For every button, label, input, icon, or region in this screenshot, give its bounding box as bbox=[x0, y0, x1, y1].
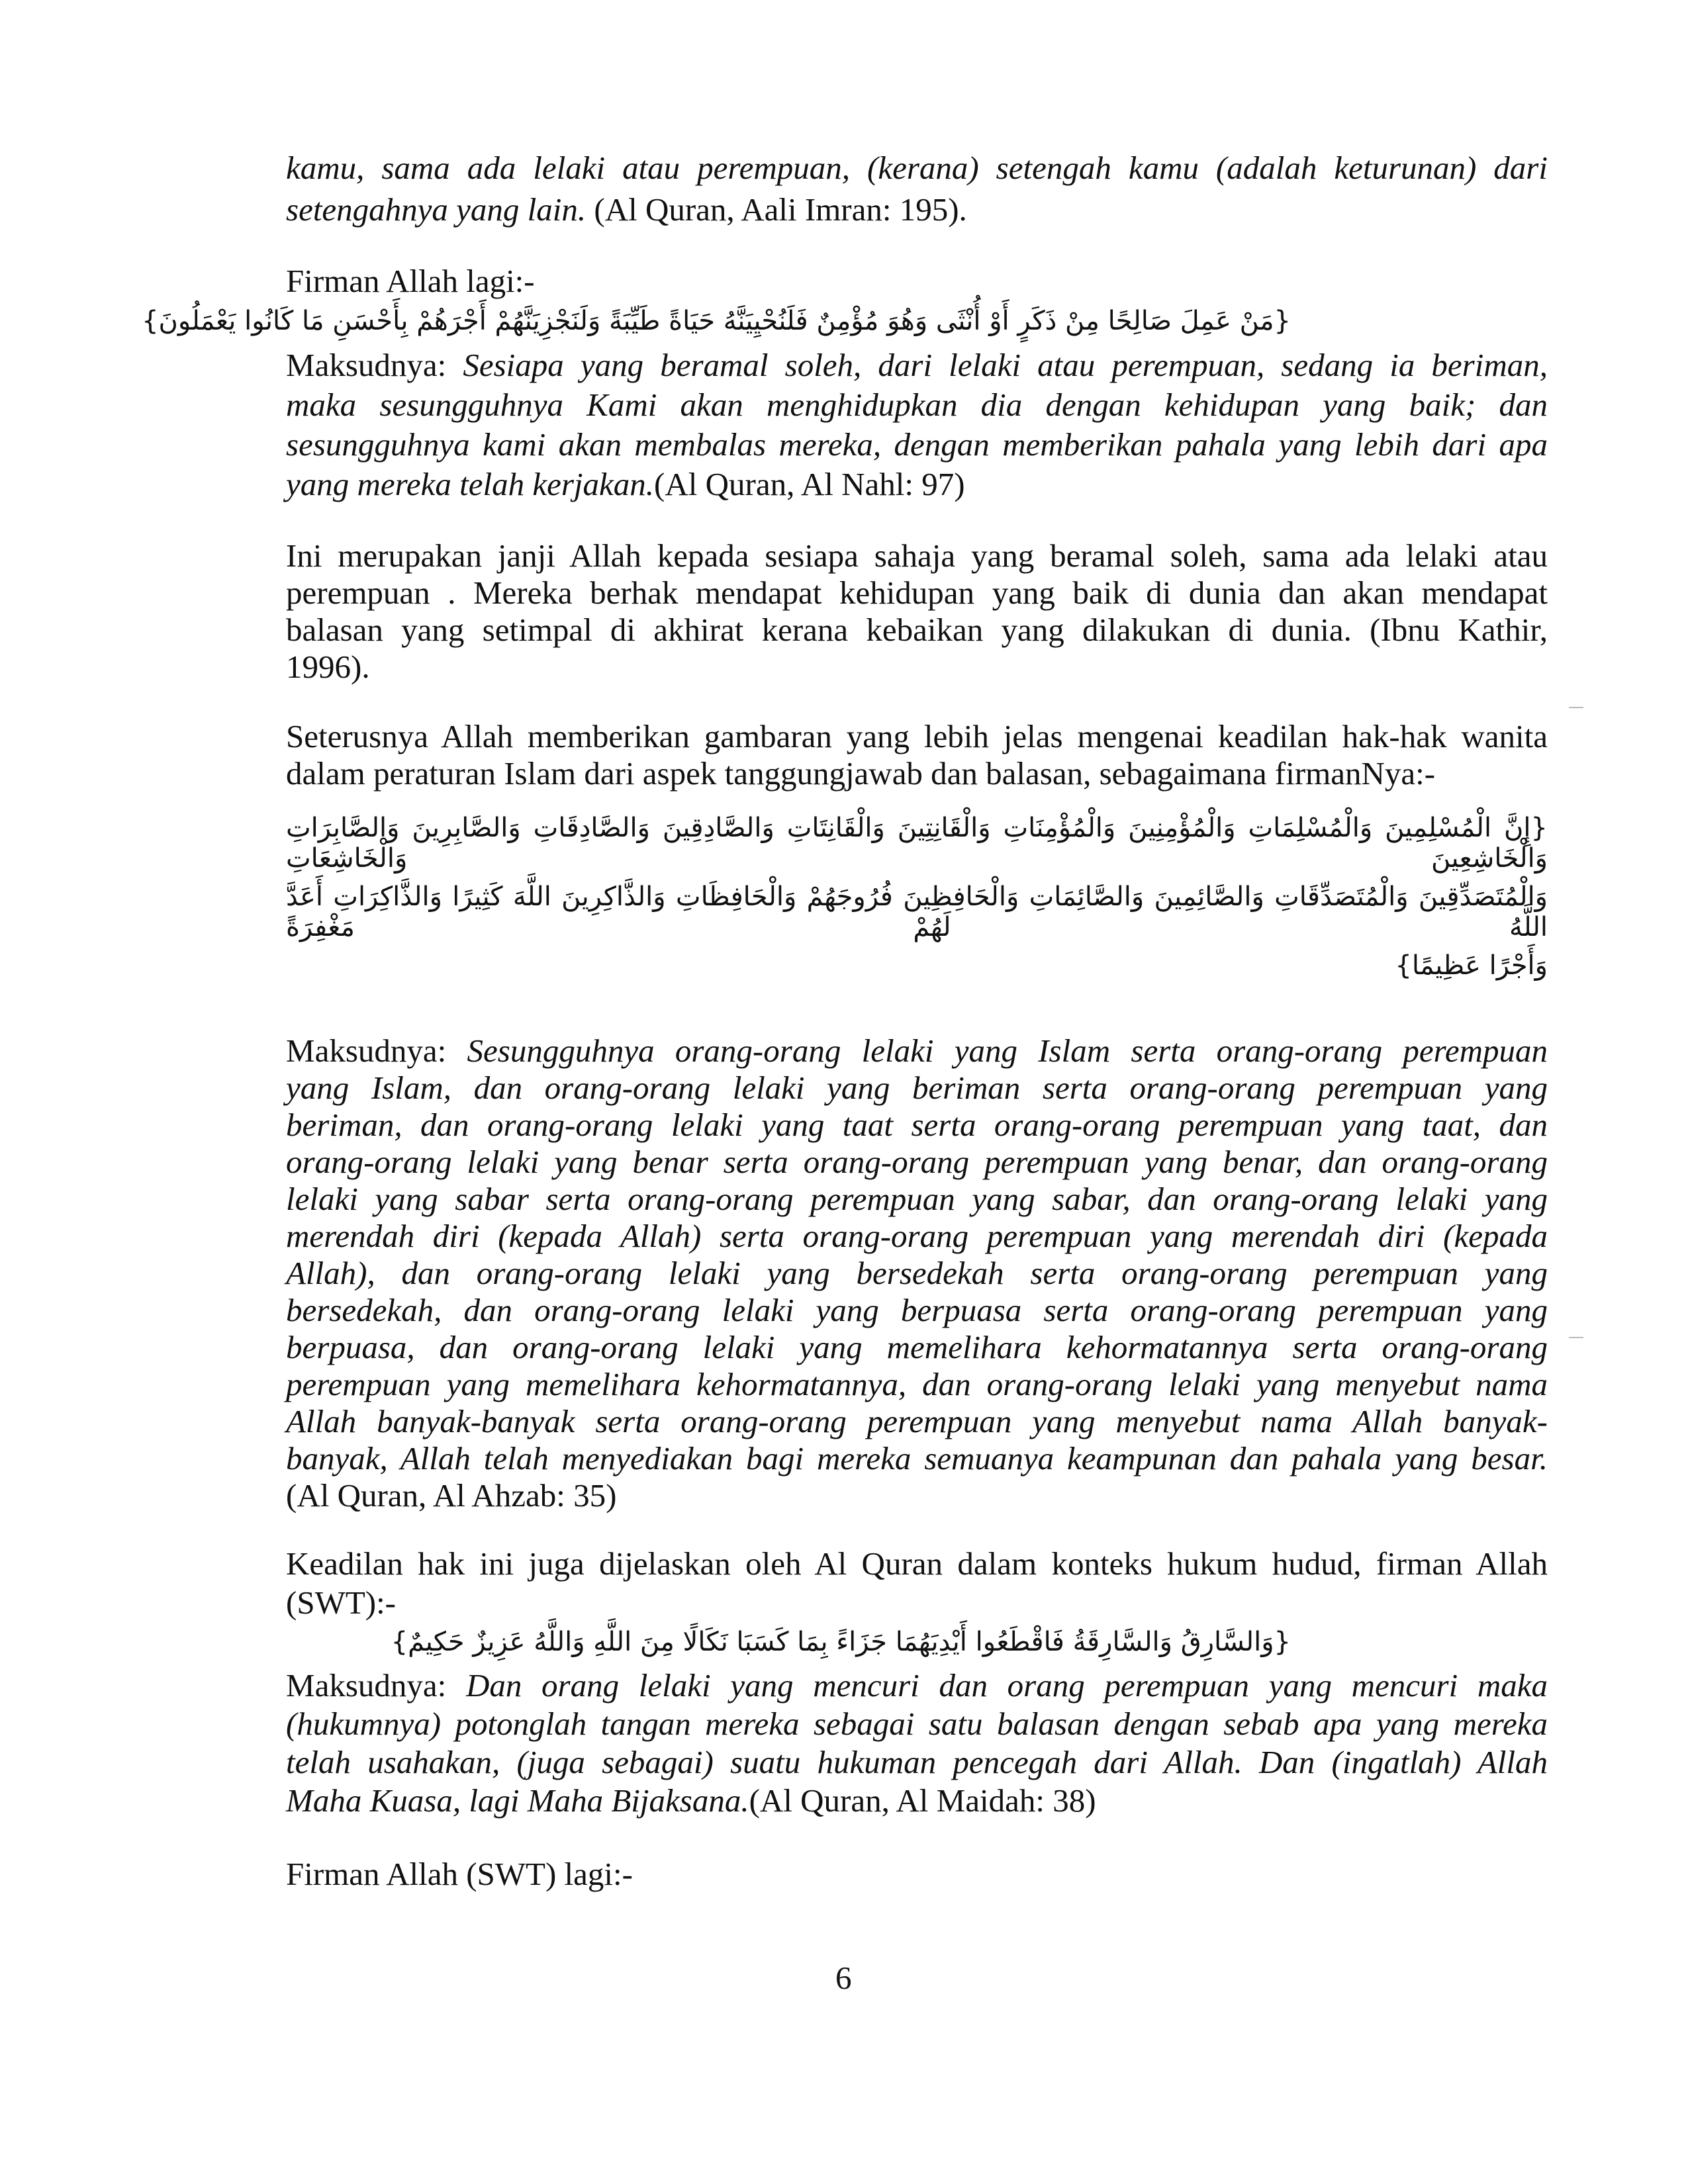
italic-text: (hukumnya) potonglah tangan mereka sebagai satu balasan dengan sebab apa yang mereka bbox=[286, 1706, 1548, 1742]
italic-text: Maha Kuasa, lagi Maha Bijaksana. bbox=[286, 1782, 749, 1819]
text-line bbox=[286, 1440, 1548, 1477]
quote-translation-aali-imran bbox=[286, 147, 1548, 230]
text-line bbox=[286, 1069, 1548, 1107]
translation-al-nahl bbox=[286, 345, 1548, 504]
text-line bbox=[286, 537, 1548, 574]
text-line bbox=[286, 189, 1548, 230]
italic-text: banyak, Allah telah menyediakan bagi mereka semuanya keampunan dan pahala yang besar. bbox=[286, 1440, 1548, 1477]
arabic-line: {إِنَّ الْمُسْلِمِينَ وَالْمُسْلِمَاتِ وَالْمُؤْمِنِينَ وَالْمُؤْمِنَاتِ وَالْقَانِتِينَ وَالْقَانِتَاتِ وَالصَّادِقِينَ وَالصَّادِقَاتِ وَالصَّابِرِينَ وَالصَّابِرَاتِ وَالْخَاشِعِينَ وَالْخَاشِعَاتِ bbox=[286, 813, 1548, 874]
italic-text: yang Islam, dan orang-orang lelaki yang beriman serta orang-orang perempuan yang bbox=[286, 1069, 1548, 1106]
text-line bbox=[286, 425, 1548, 465]
text-line bbox=[286, 649, 1548, 686]
text-line bbox=[286, 612, 1548, 649]
text-line bbox=[286, 1705, 1548, 1743]
text-span: Firman Allah lagi:- bbox=[286, 263, 535, 299]
text-span: (Al Quran, Al Nahl: 97) bbox=[654, 466, 965, 502]
arabic-verse-al-maidah: {وَالسَّارِقُ وَالسَّارِقَةُ فَاقْطَعُوا أَيْدِيَهُمَا جَزَاءً بِمَا كَسَبَا نَكَالًا مِنَ اللَّهِ وَاللَّهُ عَزِيزٌ حَكِيمٌ} bbox=[391, 1627, 1291, 1657]
text-span: Keadilan hak ini juga dijelaskan oleh Al Quran dalam konteks hukum hudud, firman Allah bbox=[286, 1545, 1548, 1582]
italic-text: sesungguhnya kami akan membalas mereka, dengan memberikan pahala yang lebih dari apa bbox=[286, 426, 1548, 463]
italic-text: Dan orang lelaki yang mencuri dan orang perempuan yang mencuri maka bbox=[465, 1667, 1548, 1704]
text-span: dalam peraturan Islam dari aspek tanggungjawab dan balasan, sebagaimana firmanNya:- bbox=[286, 755, 1436, 792]
text-line bbox=[286, 1403, 1548, 1440]
page-number: 6 bbox=[835, 1960, 852, 1996]
text-line bbox=[286, 1107, 1548, 1144]
italic-text: beriman, dan orang-orang lelaki yang taat serta orang-orang perempuan yang taat, dan bbox=[286, 1107, 1548, 1143]
text-line bbox=[286, 574, 1548, 612]
italic-text: merendah diri (kepada Allah) serta orang-orang perempuan yang merendah diri (kepada bbox=[286, 1218, 1548, 1254]
italic-text: Sesiapa yang beramal soleh, dari lelaki atau perempuan, sedang ia beriman, bbox=[463, 347, 1548, 383]
italic-text: bersedekah, dan orang-orang lelaki yang berpuasa serta orang-orang perempuan yang bbox=[286, 1292, 1548, 1328]
text-line bbox=[286, 465, 1548, 504]
text-span: perempuan . Mereka berhak mendapat kehidupan yang baik di dunia dan akan mendapat bbox=[286, 574, 1548, 611]
italic-text: maka sesungguhnya Kami akan menghidupkan dia dengan kehidupan yang baik; dan bbox=[286, 387, 1548, 423]
text-span: Seterusnya Allah memberikan gambaran yang lebih jelas mengenai keadilan hak-hak wanita bbox=[286, 718, 1548, 754]
text-line bbox=[286, 385, 1548, 425]
italic-text: lelaki yang sabar serta orang-orang perempuan yang sabar, dan orang-orang lelaki yang bbox=[286, 1181, 1548, 1217]
text-line bbox=[286, 1329, 1548, 1366]
firman-intro-1 bbox=[286, 261, 1548, 301]
text-line bbox=[286, 1544, 1548, 1583]
text-line bbox=[286, 1255, 1548, 1292]
text-span: Ini merupakan janji Allah kepada sesiapa sahaja yang beramal soleh, sama ada lelaki atau bbox=[286, 537, 1548, 574]
italic-text: berpuasa, dan orang-orang lelaki yang memelihara kehormatannya serta orang-orang bbox=[286, 1329, 1548, 1365]
italic-text: Sesungguhnya orang-orang lelaki yang Islam serta orang-orang perempuan bbox=[467, 1032, 1548, 1069]
text-span: (Al Quran, Al Ahzab: 35) bbox=[286, 1477, 617, 1514]
text-line bbox=[286, 1666, 1548, 1705]
italic-text: orang-orang lelaki yang benar serta orang-orang perempuan yang benar, dan orang-orang bbox=[286, 1144, 1548, 1180]
italic-text: Allah banyak-banyak serta orang-orang perempuan yang menyebut nama Allah banyak- bbox=[286, 1403, 1548, 1439]
text-line bbox=[286, 718, 1548, 755]
text-span: balasan yang setimpal di akhirat kerana kebaikan yang dilakukan di dunia. (Ibnu Kathir, bbox=[286, 612, 1548, 648]
italic-text: telah usahakan, (juga sebagai) suatu hukuman pencegah dari Allah. Dan (ingatlah) Allah bbox=[286, 1744, 1548, 1780]
italic-text: setengahnya yang lain. bbox=[286, 191, 586, 228]
intro-paragraph-ahzab bbox=[286, 718, 1548, 792]
text-span: Firman Allah (SWT) lagi:- bbox=[286, 1856, 633, 1892]
text-line bbox=[286, 1181, 1548, 1218]
intro-paragraph-hudud bbox=[286, 1544, 1548, 1622]
arabic-line: وَالْمُتَصَدِّقِينَ وَالْمُتَصَدِّقَاتِ وَالصَّائِمِينَ وَالصَّائِمَاتِ وَالْحَافِظِينَ فُرُوجَهُمْ وَالْحَافِظَاتِ وَالذَّاكِرِينَ اللَّهَ كَثِيرًا وَالذَّاكِرَاتِ أَعَدَّ اللَّهُ لَهُمْ مَغْفِرَةً bbox=[286, 882, 1548, 942]
arabic-verse-al-nahl: {مَنْ عَمِلَ صَالِحًا مِنْ ذَكَرٍ أَوْ أُنْثَى وَهُوَ مُؤْمِنٌ فَلَنُحْيِيَنَّهُ حَيَاةً طَيِّبَةً وَلَنَجْزِيَنَّهُمْ أَجْرَهُمْ بِأَحْسَنِ مَا كَانُوا يَعْمَلُونَ} bbox=[142, 306, 1291, 336]
italic-text: kamu, sama ada lelaki atau perempuan, (kerana) setengah kamu (adalah keturunan) dari bbox=[286, 150, 1548, 186]
text-line bbox=[286, 755, 1548, 792]
text-line bbox=[286, 1366, 1548, 1403]
text-span: (Al Quran, Al Maidah: 38) bbox=[749, 1782, 1096, 1819]
text-span: Maksudnya: bbox=[286, 1667, 466, 1704]
text-span: (SWT):- bbox=[286, 1584, 396, 1621]
text-line bbox=[286, 1743, 1548, 1782]
text-line bbox=[286, 1583, 1548, 1622]
text-span: Maksudnya: bbox=[286, 347, 463, 383]
text-line bbox=[286, 1782, 1548, 1820]
text-span: Maksudnya: bbox=[286, 1032, 467, 1069]
translation-al-ahzab bbox=[286, 1032, 1548, 1514]
firman-intro-2 bbox=[286, 1854, 1548, 1894]
scan-mark bbox=[1569, 707, 1583, 708]
text-span: (Al Quran, Aali Imran: 195). bbox=[586, 191, 967, 228]
text-line bbox=[286, 1218, 1548, 1255]
italic-text: perempuan yang memelihara kehormatannya, dan orang-orang lelaki yang menyebut nama bbox=[286, 1366, 1548, 1402]
commentary-paragraph bbox=[286, 537, 1548, 686]
arabic-verse-al-ahzab bbox=[286, 813, 1548, 1019]
text-span: 1996). bbox=[286, 649, 370, 685]
italic-text: Allah), dan orang-orang lelaki yang bersedekah serta orang-orang perempuan yang bbox=[286, 1255, 1548, 1291]
text-line bbox=[286, 1854, 1548, 1894]
scan-mark bbox=[1569, 1337, 1583, 1338]
text-line bbox=[286, 1292, 1548, 1329]
arabic-line: وَأَجْرًا عَظِيمًا} bbox=[1395, 950, 1548, 981]
text-line bbox=[286, 1032, 1548, 1069]
text-line bbox=[286, 1144, 1548, 1181]
italic-text: yang mereka telah kerjakan. bbox=[286, 466, 655, 502]
text-line bbox=[286, 261, 1548, 301]
text-line bbox=[286, 147, 1548, 189]
text-line bbox=[286, 345, 1548, 385]
text-line bbox=[286, 1477, 1548, 1514]
translation-al-maidah bbox=[286, 1666, 1548, 1820]
